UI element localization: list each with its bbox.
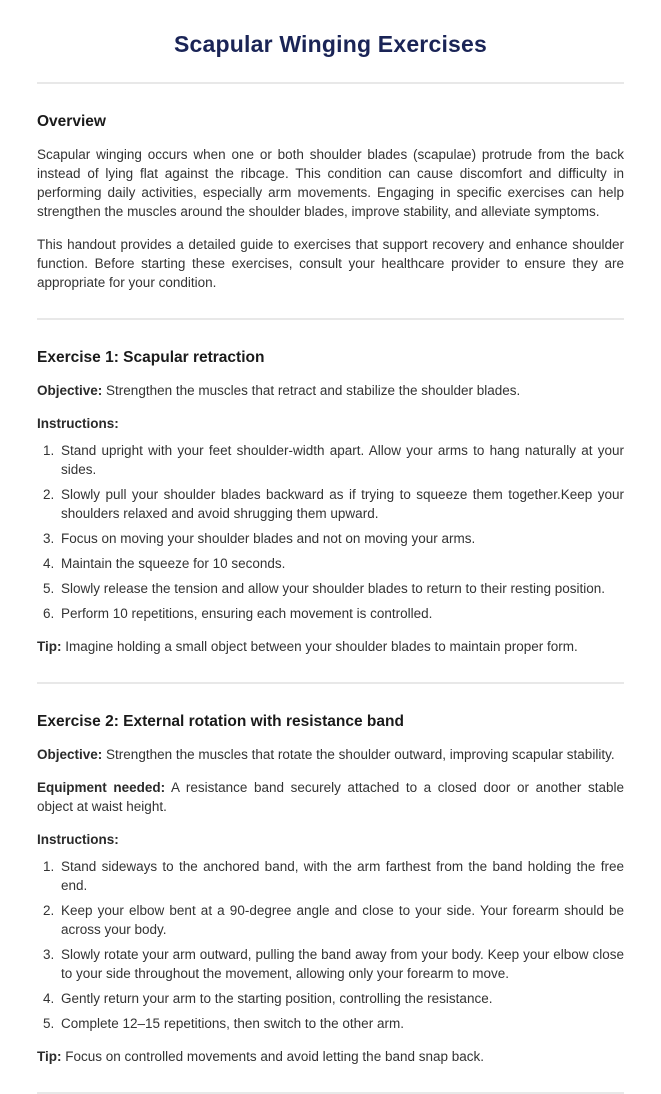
- overview-paragraph-1: Scapular winging occurs when one or both shoulder blades (scapulae) protrude from the back instead of lying flat against the ribcage. This condition can cause discomfort and difficulty in performing daily activities, especially arm movements. Engaging in specific exercises can help strengthen the muscles around the shoulder blades, improve stability, and alleviate symptoms.: [37, 147, 624, 219]
- step-item: 6. Perform 10 repetitions, ensuring each movement is controlled.: [58, 604, 624, 623]
- exercise1-tip-label: Tip:: [37, 639, 62, 654]
- exercise2-tip-text: Focus on controlled movements and avoid letting the band snap back.: [65, 1049, 485, 1064]
- exercise2-equipment-text: A resistance band securely attached to a closed door or another stable object at waist height.: [37, 780, 624, 814]
- exercise2-instructions-label: Instructions:: [37, 832, 119, 847]
- exercise2-equipment-label: Equipment needed:: [37, 780, 166, 795]
- exercise2-objective-label: Objective:: [37, 747, 103, 762]
- exercise1-tip-line: [37, 637, 624, 656]
- overview-heading: Overview: [37, 113, 106, 130]
- exercise1-tip-text: Imagine holding a small object between your shoulder blades to maintain proper form.: [65, 639, 578, 654]
- step-item: 3. Slowly rotate your arm outward, pulling the band away from your body. Keep your elbow close to your side throughout the movement, allowing only your forearm to move.: [58, 945, 624, 983]
- exercise2-steps-list: [37, 857, 624, 1033]
- divider: [37, 682, 624, 684]
- exercise1-instructions-label: Instructions:: [37, 416, 119, 431]
- divider: [37, 318, 624, 320]
- step-item: 2. Slowly pull your shoulder blades backward as if trying to squeeze them together.Keep your shoulders relaxed and avoid shrugging them upward.: [58, 485, 624, 523]
- step-item: 1. Stand sideways to the anchored band, with the arm farthest from the band holding the free end.: [58, 857, 624, 895]
- exercise2-objective-line: [37, 745, 624, 764]
- exercise1-objective-text: Strengthen the muscles that retract and stabilize the shoulder blades.: [106, 383, 521, 398]
- step-item: 5. Complete 12–15 repetitions, then switch to the other arm.: [58, 1014, 624, 1033]
- exercise1-steps-list: [37, 441, 624, 623]
- step-item: 4. Gently return your arm to the starting position, controlling the resistance.: [58, 989, 624, 1008]
- exercise2-objective-text: Strengthen the muscles that rotate the shoulder outward, improving scapular stability.: [106, 747, 615, 762]
- exercise2-equipment-line: [37, 778, 624, 816]
- document-title: Scapular Winging Exercises: [173, 31, 488, 57]
- step-item: 2. Keep your elbow bent at a 90-degree angle and close to your side. Your forearm should be across your body.: [58, 901, 624, 939]
- step-item: 1. Stand upright with your feet shoulder-width apart. Allow your arms to hang naturally at your sides.: [58, 441, 624, 479]
- step-item: 5. Slowly release the tension and allow your shoulder blades to return to their resting position.: [58, 579, 624, 598]
- exercise2-heading: Exercise 2: External rotation with resistance band: [37, 713, 404, 730]
- exercise2-tip-line: [37, 1047, 624, 1066]
- step-item: 3. Focus on moving your shoulder blades and not on moving your arms.: [58, 529, 624, 548]
- divider: [37, 82, 624, 84]
- overview-paragraph-2: This handout provides a detailed guide to exercises that support recovery and enhance shoulder function. Before starting these exercises, consult your healthcare provider to ensure they are appropriate for your condition.: [37, 237, 624, 290]
- step-item: 4. Maintain the squeeze for 10 seconds.: [58, 554, 624, 573]
- exercise1-heading: Exercise 1: Scapular retraction: [37, 349, 265, 366]
- exercise2-tip-label: Tip:: [37, 1049, 62, 1064]
- exercise1-objective-line: [37, 381, 624, 400]
- exercise1-objective-label: Objective:: [37, 383, 103, 398]
